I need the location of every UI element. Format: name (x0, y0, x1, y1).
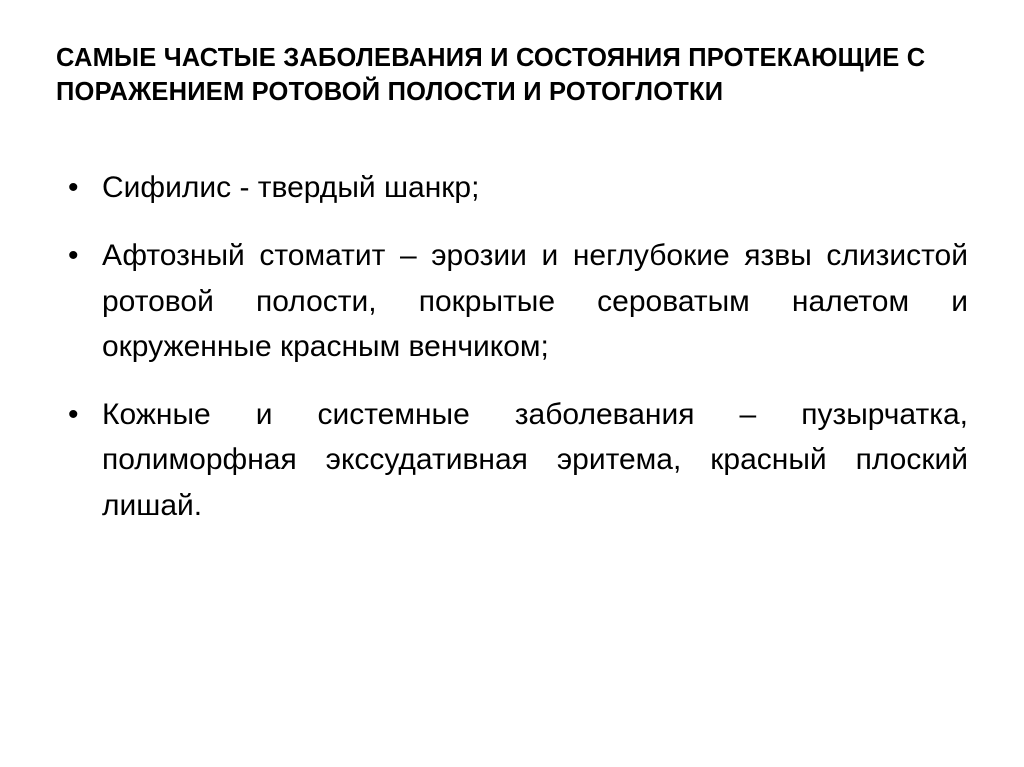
bullet-list (56, 165, 968, 528)
list-item (56, 233, 968, 370)
list-item-text: Афтозный стоматит – эрозии и неглубокие язвы слизистой ротовой полости, покрытые сероватым налетом и окруженные красным венчиком; (102, 238, 968, 364)
bullet-marker-icon: • (68, 397, 79, 431)
list-item (56, 165, 968, 211)
list-item (56, 392, 968, 529)
bullet-marker-icon: • (68, 171, 79, 205)
bullet-marker-icon: • (68, 238, 79, 272)
page-title: САМЫЕ ЧАСТЫЕ ЗАБОЛЕВАНИЯ И СОСТОЯНИЯ ПРОТЕКАЮЩИЕ С ПОРАЖЕНИЕМ РОТОВОЙ ПОЛОСТИ И РОТОГЛОТКИ (56, 44, 926, 106)
list-item-text: Сифилис - твердый шанкр; (102, 171, 480, 205)
list-item-text: Кожные и системные заболевания – пузырчатка, полиморфная экссудативная эритема, красный плоский лишай. (102, 397, 968, 522)
